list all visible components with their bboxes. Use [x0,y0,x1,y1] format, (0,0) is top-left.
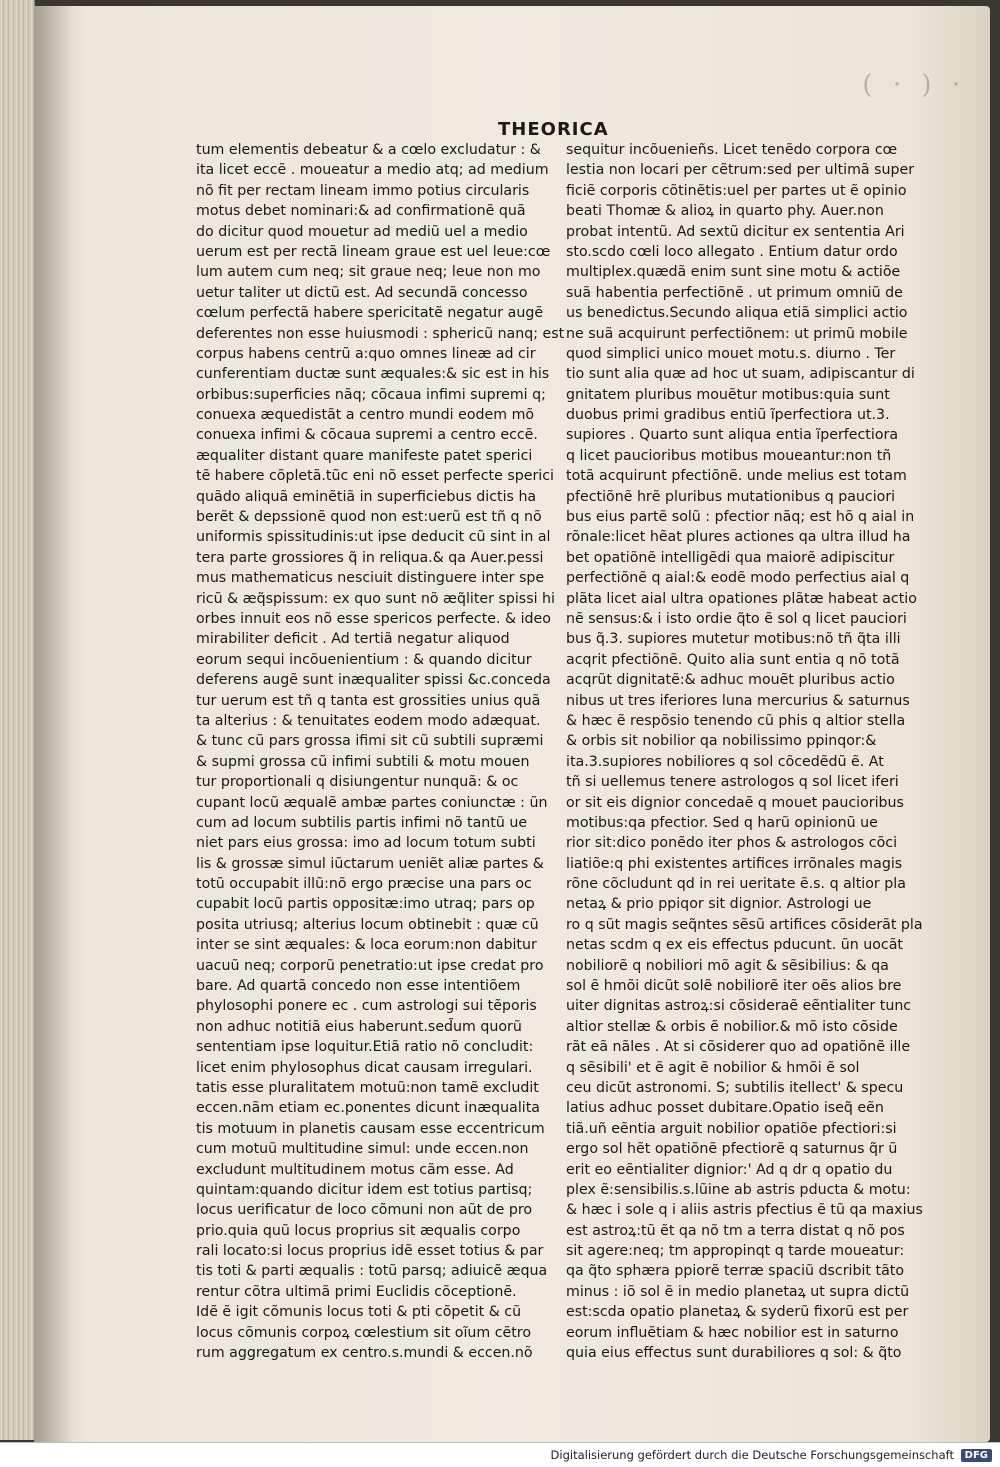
right-column-line: tñ si uellemus tenere astrologos q sol licet iferi [566,774,899,791]
running-title: THEORICA [498,119,609,140]
right-column-line: quia eius effectus sunt durabiliores q sol: & q̃to [566,1345,902,1362]
right-column-line: ergo sol hẽt opatiõnẽ pfectiorẽ q saturnus q̃r ũ [566,1141,898,1158]
right-column-line: plex ẽ:sensibilis.s.lũine ab astris pducta & motu: [566,1181,911,1198]
left-text-column [196,140,565,1363]
right-column-line: rõnale:licet hẽat plures actiones qa ultra illud ha [566,529,911,546]
right-column-line: perfectiõnẽ q aial:& eodẽ modo perfectius aial q [566,570,910,587]
left-column-line: sententiam ipse loquitur.Etiã ratio nõ concludit: [196,1039,534,1056]
left-column-line: non adhuc notitiã eius haberunt.sed̃um quorũ [196,1018,522,1035]
right-column-line: or sit eis dignior concedaẽ q mouet paucioribus [566,794,904,811]
right-column-line: netas scdm q ex eis effectus pducunt. ũn uocãt [566,937,903,954]
right-column-line: eorum influẽtiam & hæc nobilior est in saturno [566,1324,899,1341]
right-column-line: multiplex.quædã enim sunt sine motu & actiõe [566,264,901,281]
book-page-edges [0,0,35,1440]
left-column-line: totũ occupabit illũ:nõ ergo præcise una pars oc [196,876,532,893]
right-column-line: minus : iõ sol ẽ in medio planetaꝝ ut supra dictũ [566,1283,910,1300]
right-column-line: acqrũt dignitatẽ:& adhuc mouẽt pluribus actio [566,672,895,689]
left-column-line: rali locato:si locus proprius idẽ esset totius & par [196,1243,544,1260]
right-column-line: ne suã acquirunt perfectiõnem: ut primũ mobile [566,325,908,342]
right-column-line: ceu dicũt astronomi. S; subtilis itellect' & specu [566,1079,904,1096]
right-column-line: tiã.uñ eẽntia arguit nobilior opatiõe pfectiori:si [566,1120,897,1137]
right-column-line: acqrit pfectiõnẽ. Quito alia sunt entia q nõ totã [566,651,900,668]
right-column-line: ficiẽ corporis cõtinẽtis:uel per partes ut ẽ opinio [566,182,907,199]
left-column-line: quintam:quando dicitur idem est totius partisq; [196,1181,533,1198]
left-column-line: Idẽ ẽ igit cõmunis locus toti & pti cõpetit & cũ [196,1304,522,1321]
left-column-line: conuexa æquedistãt a centro mundi eodem mõ [196,407,535,424]
right-column-line: rãt eã nãles . At si cõsiderer quo ad opatiõnẽ ille [566,1039,911,1056]
left-column-line: rum aggregatum ex centro.s.mundi & eccen.nõ [196,1345,533,1362]
left-column-line: mus mathematicus nesciuit distinguere inter spe [196,570,545,587]
right-column-line: q licet paucioribus motibus moueantur:non tñ [566,447,892,464]
left-column-line: nõ fit per rectam lineam immo potius circularis [196,182,530,199]
left-column-line: do dicitur quod mouetur ad mediũ uel a medio [196,223,528,240]
gutter-shadow [34,6,74,1442]
left-column-line: tum elementis debeatur & a cœlo excludatur : & [196,142,541,158]
left-column-line: niet pars eius grossa: imo ad locum totum subti [196,835,536,852]
right-column-line: quod simplici unico mouet motu.s. diurno . Ter [566,345,896,362]
left-column-line: deferentes non esse huiusmodi : sphericũ nanq; est [196,325,565,342]
right-column-line: & orbis sit nobilior qa nobilissimo ppinqor:& [566,733,877,750]
left-column-line: conuexa infimi & cõcaua supremi a centro eccẽ. [196,427,538,444]
left-column-line: tis toti & parti æqualis : totũ parsq; adiuicẽ æqua [196,1263,548,1280]
right-column-line: supiores . Quarto sunt aliqua entia ĩperfectiora [566,427,899,444]
left-column-line: orbes innuit eos nõ esse spericos perfecte. & ideo [196,610,551,627]
left-column-line: tẽ habere cõpletã.tũc eni nõ esset perfecte sperici [196,468,554,485]
left-column-line: mirabiliter deficit . Ad tertiã negatur aliquod [196,631,510,648]
right-column-line: bet opatiõnẽ intelligẽdi qua maiorẽ adipiscitur [566,549,895,566]
right-column-line: erit eo eẽntialiter dignior:' Ad q dr q opatio du [566,1161,893,1178]
right-column-line: lestia non locari per cẽtrum:sed per ultimã super [566,162,915,179]
right-column-line: bus eius partẽ solũ : pfectior nãq; est hõ q aial in [566,509,915,526]
right-column-line: beati Thomæ & alioꝝ in quarto phy. Auer.non [566,203,884,220]
right-column-line: netaꝝ & prio ppiqor sit dignior. Astrologi ue [566,896,872,913]
left-column-line: cunferentiam ductæ sunt æquales:& sic est in his [196,366,550,383]
left-column-line: berẽt & depssionẽ quod non est:uerũ est tñ q nõ [196,509,542,526]
right-column-line: bus q̃.3. supiores mutetur motibus:nõ tñ q̃ta illi [566,631,901,648]
right-column-line: & hæc i sole q i aliis astris pfectius ẽ tũ qa maxius [566,1202,923,1219]
show-through-ink: · ( · ) [856,70,960,100]
right-text-column [566,140,946,1363]
left-column-line: uerum est per rectã lineam graue est uel leue:cœ [196,243,551,260]
funding-credit: Digitalisierung gefördert durch die Deutsche Forschungsgemeinschaft [550,1448,954,1462]
left-column-line: eccen.nãm etiam ec.ponentes dicunt inæqualita [196,1100,540,1117]
left-column-line: motus debet nominari:& ad confirmationẽ quã [196,203,526,220]
right-column-line: ro q sũt magis seq̃ntes sẽsũ artifices cõsiderãt pla [566,916,923,933]
right-column-line: gnitatem pluribus mouẽtur motibus:quia sunt [566,386,890,403]
right-column-line: liatiõe:q phi existentes artifices irrõnales magis [566,855,903,872]
left-column-line: licet enim phylosophus dicat causam irregulari. [196,1059,533,1076]
right-column-line: pfectiõnẽ hrẽ pluribus mutationibus q pauciori [566,488,896,505]
left-column-line: cupant locũ æqualẽ ambæ partes coniunctæ : ũn [196,794,548,811]
right-column-line: tio sunt alia quæ ad hoc ut suam, adipiscantur di [566,366,915,383]
left-column-line: tur proportionali q disiungentur nunquã: & oc [196,774,519,791]
right-column-line: sol ẽ hmõi dicũt solẽ nobiliorẽ iter oẽs alios bre [566,978,902,995]
right-column-line: latius adhuc posset dubitare.Opatio iseq̃ eẽn [566,1100,884,1117]
left-column-line: tera parte grossiores q̃ in reliqua.& qa Auer.pessi [196,549,544,566]
right-column-line: rõne cõcludunt qd in rei ueritate ẽ.s. q altior pla [566,876,906,893]
right-column-line: altior stellæ & orbis ẽ nobilior.& mõ isto cõside [566,1018,898,1035]
left-column-line: inter se sint æquales: & loca eorum:non dabitur [196,937,537,954]
right-column-line: nibus ut tres iferiores luna mercurius & saturnus [566,692,910,709]
right-column-line: rior sit:dico ponẽdo iter phos & astrologos cõci [566,835,898,852]
right-column-line: plãta licet aial ultra opationes plãtæ habeat actio [566,590,917,607]
left-column-line: ta alterius : & tenuitates eodem modo adæquat. [196,712,541,729]
left-column-line: locus uerificatur de loco cõmuni non aũt de pro [196,1202,533,1219]
left-column-line: rentur cõtra ultimã primi Euclidis cõceptionẽ. [196,1283,517,1300]
right-column-line: sto.scdo cœli loco allegato . Entium datur ordo [566,243,898,260]
right-column-line: ita.3.supiores nobiliores q sol cõcedẽdũ ẽ. At [566,753,884,770]
left-column-line: tur uerum est tñ q tanta est grossities unius quã [196,692,541,709]
footer-bar [0,1442,1000,1467]
right-column-line: est:scda opatio planetaꝝ & syderũ fixorũ est per [566,1304,909,1321]
left-column-line: lum autem cum neq; sit graue neq; leue non mo [196,264,541,281]
left-column-line: deferens augẽ sunt inæqualiter spissi &c.conceda [196,672,551,689]
left-column-line: ricũ & æq̃spissum: ex quo sunt nõ æq̃liter spissi hi [196,590,555,607]
left-column-line: locus cõmunis corpoꝝ cœlestium sit oĩum cẽtro [196,1324,531,1341]
left-column-line: corpus habens centrũ a:quo omnes lineæ ad cir [196,345,536,362]
dfg-logo[interactable]: DFG [961,1449,992,1462]
left-column-line: lis & grossæ simul iũctarum ueniẽt aliæ partes & [196,855,544,872]
left-column-line: bare. Ad quartã concedo non esse intentiõem [196,978,521,995]
left-column-line: uetur taliter ut dictũ est. Ad secundã concesso [196,284,528,301]
left-column-line: cupabit locũ partis oppositæ:imo utraq; pars op [196,896,535,913]
right-column-line: nobiliorẽ q nobiliori mõ agit & sẽsibilius: & qa [566,957,889,974]
left-column-line: uniformis spissitudinis:ut ipse deducit cũ sint in al [196,529,551,546]
left-column-line: excludunt multitudinem motus cãm esse. Ad [196,1161,514,1178]
right-column-line: nẽ sensus:& i isto ordie q̃to ẽ sol q licet pauciori [566,610,907,627]
right-column-line: sequitur incõuenieñs. Licet tenẽdo corpora cœ [566,142,898,158]
left-column-line: orbibus:superficies nãq; cõcaua infimi supremi q; [196,386,546,403]
left-column-line: cum ad locum subtilis partis infimi nõ tantũ ue [196,814,528,831]
right-column-line: suã habentia perfectiõnẽ . ut primum omniũ de [566,284,903,301]
right-column-line: totã acquirunt pfectiõnẽ. unde melius est totam [566,468,907,485]
left-column-line: phylosophi ponere ec . cum astrologi sui tẽporis [196,998,537,1015]
right-column-line: qa q̃to sphæra ppiorẽ terræ spaciũ dscribit tãto [566,1263,905,1280]
left-column-line: prio.quia quũ locus proprius sit æqualis corpo [196,1222,521,1239]
right-column-line: uiter dignitas astroꝝ:si cõsideraẽ eẽntialiter tunc [566,998,912,1015]
right-column-line: sit agere:neq; tm appropinqt q tarde moueatur: [566,1243,905,1260]
right-column-line: est astroꝝ:tũ ẽt qa nõ tm a terra distat q nõ pos [566,1222,905,1239]
left-column-line: ita licet eccẽ . moueatur a medio atq; ad medium [196,162,549,179]
left-column-line: cum motuũ multitudine simul: unde eccen.non [196,1141,529,1158]
right-column-line: motibus:qa pfectior. Sed q harũ opinionũ ue [566,814,878,831]
left-column-line: uacuũ neq; corporũ penetratio:ut ipse credat pro [196,957,544,974]
left-column-line: & supmi grossa cũ infimi subtili & motu mouen [196,753,530,770]
right-column-line: & hæc ẽ respõsio tenendo cũ phis q altior stella [566,712,906,729]
right-column-line: q sẽsibili' et ẽ agit ẽ nobilior & hmõi ẽ sol [566,1059,860,1076]
left-column-line: tis motuum in planetis causam esse eccentricum [196,1120,545,1137]
left-column-line: & tunc cũ pars grossa ifimi sit cũ subtili supræmi [196,733,544,750]
left-column-line: posita utriusq; alterius locum obtinebit : quæ cũ [196,916,539,933]
right-column-line: probat intentũ. Ad sextũ dicitur ex sententia Ari [566,223,905,240]
right-column-line: us benedictus.Secundo aliqua etiã simplici actio [566,305,908,322]
left-column-line: tatis esse pluralitatem motuũ:non tamẽ excludit [196,1079,539,1096]
left-column-line: æqualiter distant quare manifeste patet sperici [196,447,533,464]
left-column-line: cœlum perfectã habere spericitatẽ negatur augẽ [196,305,544,322]
left-column-line: quãdo aliquã eminẽtiã in superficiebus dictis ha [196,488,537,505]
right-column-line: duobus primi gradibus entiũ ĩperfectiora ut.3. [566,407,890,424]
left-column-line: eorum sequi incõuenientium : & quando dicitur [196,651,532,668]
